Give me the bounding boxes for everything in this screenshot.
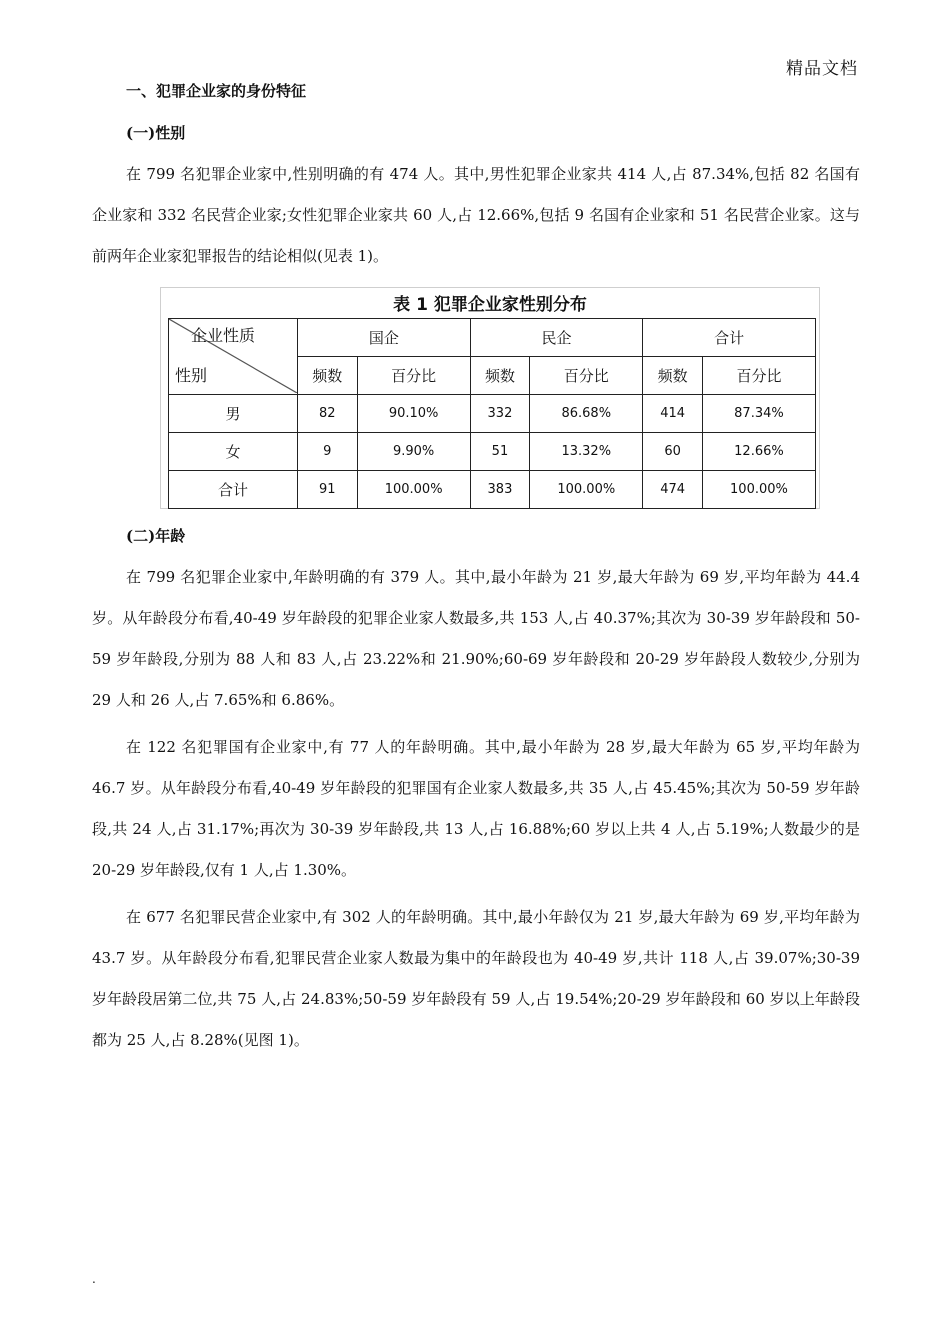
group-header: 国企 (298, 319, 471, 357)
corner-top-label: 企业性质 (191, 326, 256, 345)
age-paragraph-1: 在 799 名犯罪企业家中,年龄明确的有 379 人。其中,最小年龄为 21 岁,最大年龄为 69 岁,平均年龄为 44.4 岁。从年龄段分布看,40-49 岁年龄段的犯罪企业家人数最多,共 153 人,占 40.37%;其次为 30-39 岁年龄段和 50-59 岁年龄段,分别为 88 人和 83 人,占 23.22%和 21.90%;60-69 岁年龄段和 20-29 岁年龄段人数较少,分别为 29 人和 26 人,占 7.65%和 6.86%。 (92, 568, 860, 709)
table-cell: 51 (470, 433, 530, 471)
sub-header: 百分比 (702, 357, 815, 395)
row-label: 女 (169, 433, 298, 471)
table-cell: 60 (643, 433, 703, 471)
sub-header: 百分比 (530, 357, 643, 395)
sub-header: 频数 (643, 357, 703, 395)
table1-title: 表 1 犯罪企业家性别分布 (393, 295, 587, 315)
row-label: 男 (169, 395, 298, 433)
table-cell: 13.32% (530, 433, 643, 471)
table-cell: 474 (643, 471, 703, 509)
table-row (169, 471, 816, 509)
age-paragraph-3: 在 677 名犯罪民营企业家中,有 302 人的年龄明确。其中,最小年龄仅为 21 岁,最大年龄为 69 岁,平均年龄为 43.7 岁。从年龄段分布看,犯罪民营企业家人数最为集中的年龄段也为 40-49 岁,共计 118 人,占 39.07%;30-39 岁年龄段居第二位,共 75 人,占 24.83%;50-59 岁年龄段有 59 人,占 19.54%;20-29 岁年龄段和 60 岁以上年龄段都为 25 人,占 8.28%(见图 1)。 (92, 908, 860, 1049)
table-cell: 100.00% (702, 471, 815, 509)
table-cell: 100.00% (357, 471, 470, 509)
table-cell: 9 (298, 433, 358, 471)
table-cell: 100.00% (530, 471, 643, 509)
table-cell: 86.68% (530, 395, 643, 433)
table-cell: 12.66% (702, 433, 815, 471)
table-cell: 383 (470, 471, 530, 509)
document-body (92, 74, 860, 1061)
sub-header: 频数 (298, 357, 358, 395)
group-header: 合计 (643, 319, 816, 357)
gender-table (168, 318, 816, 509)
age-heading: (二)年龄 (126, 527, 186, 545)
footer-mark: . (92, 1272, 96, 1286)
header-label: 精品文档 (786, 59, 858, 79)
gender-paragraph: 在 799 名犯罪企业家中,性别明确的有 474 人。其中,男性犯罪企业家共 414 人,占 87.34%,包括 82 名国有企业家和 332 名民营企业家;女性犯罪企业家共 60 人,占 12.66%,包括 9 名国有企业家和 51 名民营企业家。这与前两年企业家犯罪报告的结论相似(见表 1)。 (92, 165, 860, 265)
row-label: 合计 (169, 471, 298, 509)
table-cell: 91 (298, 471, 358, 509)
gender-heading: (一)性别 (126, 124, 186, 142)
section-title: 一、犯罪企业家的身份特征 (126, 82, 307, 100)
age-paragraph-2: 在 122 名犯罪国有企业家中,有 77 人的年龄明确。其中,最小年龄为 28 岁,最大年龄为 65 岁,平均年龄为 46.7 岁。从年龄段分布看,40-49 岁年龄段的犯罪国有企业家人数最多,共 35 人,占 45.45%;其次为 50-59 岁年龄段,共 24 人,占 31.17%;再次为 30-39 岁年龄段,共 13 人,占 16.88%;60 岁以上共 4 人,占 5.19%;人数最少的是 20-29 岁年龄段,仅有 1 人,占 1.30%。 (92, 738, 860, 879)
table-cell: 82 (298, 395, 358, 433)
table-cell: 90.10% (357, 395, 470, 433)
group-header: 民企 (470, 319, 643, 357)
sub-header: 频数 (470, 357, 530, 395)
table-cell: 414 (643, 395, 703, 433)
corner-bottom-label: 性别 (175, 366, 208, 385)
table-corner-cell (169, 319, 298, 395)
sub-header: 百分比 (357, 357, 470, 395)
table-cell: 332 (470, 395, 530, 433)
table-cell: 9.90% (357, 433, 470, 471)
table-cell: 87.34% (702, 395, 815, 433)
table-row (169, 433, 816, 471)
table1-figure (160, 287, 820, 509)
table-row (169, 395, 816, 433)
